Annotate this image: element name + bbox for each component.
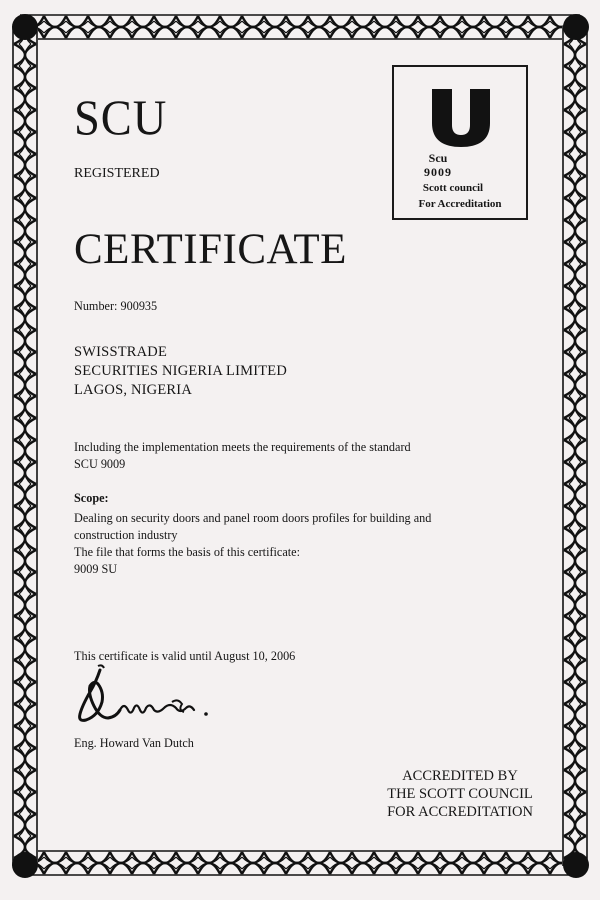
scope-line-2: construction industry (74, 527, 178, 542)
accredited-by-line-2: THE SCOTT COUNCIL (387, 786, 533, 802)
signature-icon (68, 662, 218, 732)
badge-code-line1: Scu (428, 151, 448, 165)
validity-statement: This certificate is valid until August 10, 2006 (74, 648, 296, 663)
scope-line-4: 9009 SU (74, 561, 118, 576)
certificate-title: CERTIFICATE (74, 226, 347, 273)
recipient-line-3: LAGOS, NIGERIA (74, 382, 192, 398)
recipient-line-2: SECURITIES NIGERIA LIMITED (74, 363, 288, 379)
signatory-name: Eng. Howard Van Dutch (74, 735, 194, 750)
standard-line-1: Including the implementation meets the requirements of the standard (74, 439, 411, 454)
badge-code-line2: 9009 (424, 165, 452, 179)
accredited-by-line-1: ACCREDITED BY (402, 768, 518, 784)
scope-line-3: The file that forms the basis of this certificate: (74, 544, 300, 559)
scope-line-1: Dealing on security doors and panel room doors profiles for building and (74, 510, 432, 525)
registered-label: REGISTERED (74, 166, 160, 181)
recipient-line-1: SWISSTRADE (74, 344, 168, 360)
accredited-by-line-3: FOR ACCREDITATION (387, 804, 533, 820)
badge-org-line1: Scott council (422, 182, 484, 194)
standard-line-2: SCU 9009 (74, 456, 126, 471)
scope-heading: Scope: (74, 490, 109, 505)
accreditation-badge (392, 65, 528, 220)
brand-title: SCU (74, 89, 168, 145)
certificate-number: Number: 900935 (74, 298, 158, 313)
badge-org-line2: For Accreditation (418, 198, 502, 210)
u-logo-icon (426, 87, 496, 149)
